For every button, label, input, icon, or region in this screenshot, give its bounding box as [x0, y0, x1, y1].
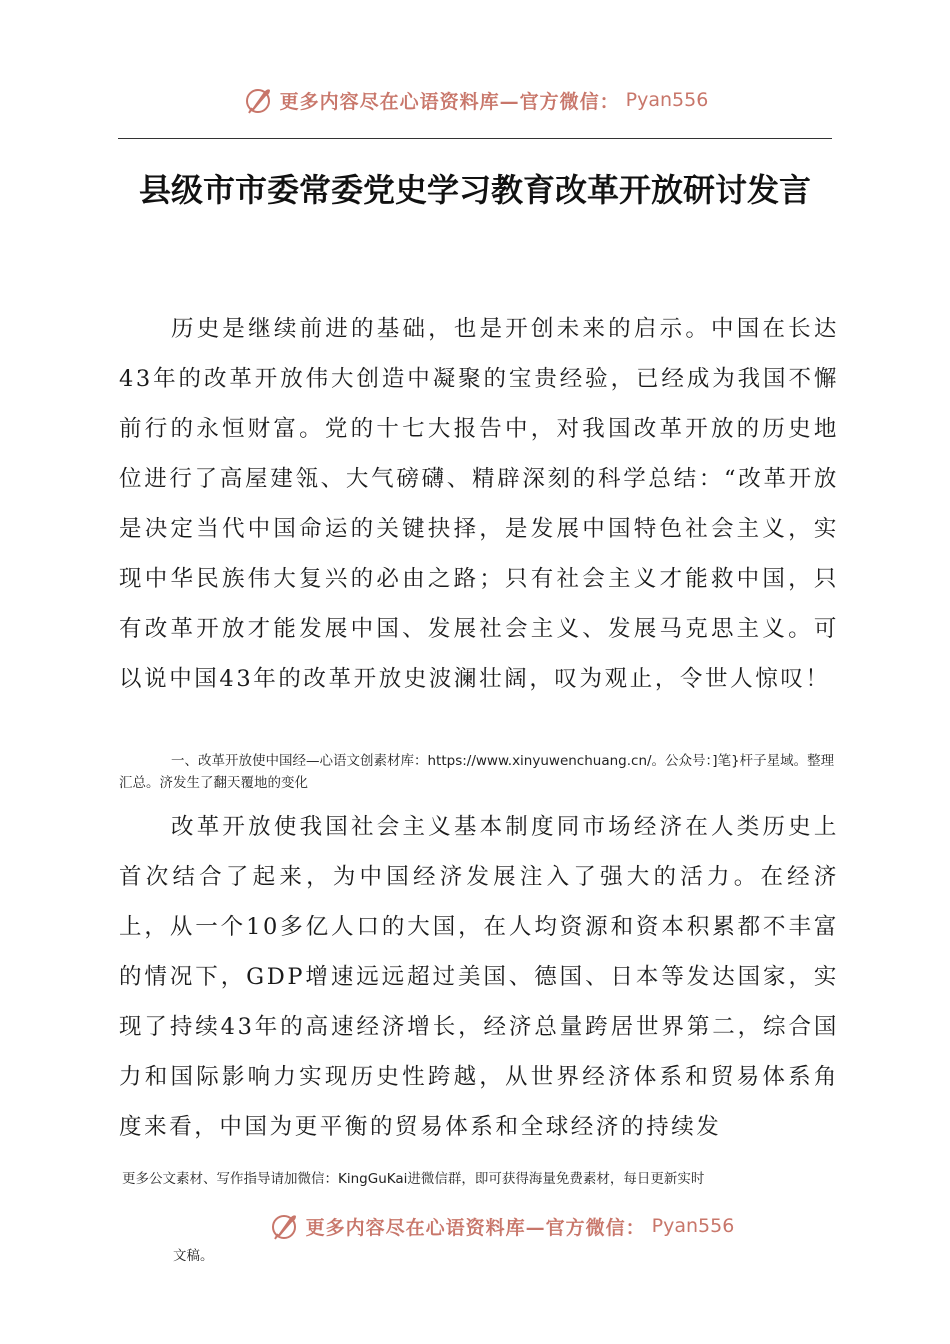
quill-logo-icon [242, 84, 274, 116]
quill-logo-icon [268, 1210, 300, 1242]
body-paragraph-1: 历史是继续前进的基础，也是开创未来的启示。中国在长达43年的改革开放伟大创造中凝聚的宝贵经验，已经成为我国不懈前行的永恒财富。党的十七大报告中，对我国改革开放的历史地位进行了高屋建瓴、大气磅礴、精辟深刻的科学总结：“改革开放是决定当代中国命运的关键抉择，是发展中国特色社会主义，实现中华民族伟大复兴的必由之路；只有社会主义才能救中国，只有改革开放才能发展中国、发展社会主义、发展马克思主义。可以说中国43年的改革开放史波澜壮阔，叹为观止，令世人惊叹！ [119, 316, 839, 692]
section-heading-note: 一、改革开放使中国经—心语文创素材库：https://www.xinyuwenchuang.cn/。公众号：]笔}杆子星域。整理汇总。济发生了翻天覆地的变化 [119, 753, 835, 791]
header-banner-text: 更多内容尽在心语资料库—官方微信： [279, 90, 620, 113]
header-divider [118, 138, 832, 139]
footer-promo-text: 更多公文素材、写作指导请加微信：KingGuKai进微信群，即可获得海量免费素材，每日更新实时 [122, 1171, 705, 1187]
header-watermark-banner [0, 84, 950, 116]
footer-watermark-banner [26, 1210, 950, 1242]
footer-banner-text: 更多内容尽在心语资料库—官方微信： [305, 1216, 646, 1239]
body-paragraph-2: 改革开放使我国社会主义基本制度同市场经济在人类历史上首次结合了起来，为中国经济发展注入了强大的活力。在经济上，从一个10多亿人口的大国，在人均资源和资本积累都不丰富的情况下，GDP增速远远超过美国、德国、日本等发达国家，实现了持续43年的高速经济增长，经济总量跨居世界第二，综合国力和国际影响力实现历史性跨越，从世界经济体系和贸易体系角度来看，中国为更平衡的贸易体系和全球经济的持续发 [119, 814, 839, 1140]
footer-banner-wechat-id: Pyan556 [651, 1215, 735, 1237]
header-banner-wechat-id: Pyan556 [625, 89, 709, 111]
document-title: 县级市市委常委党史学习教育改革开放研讨发言 [138, 171, 811, 209]
footer-promo-tail: 文稿。 [173, 1248, 214, 1264]
